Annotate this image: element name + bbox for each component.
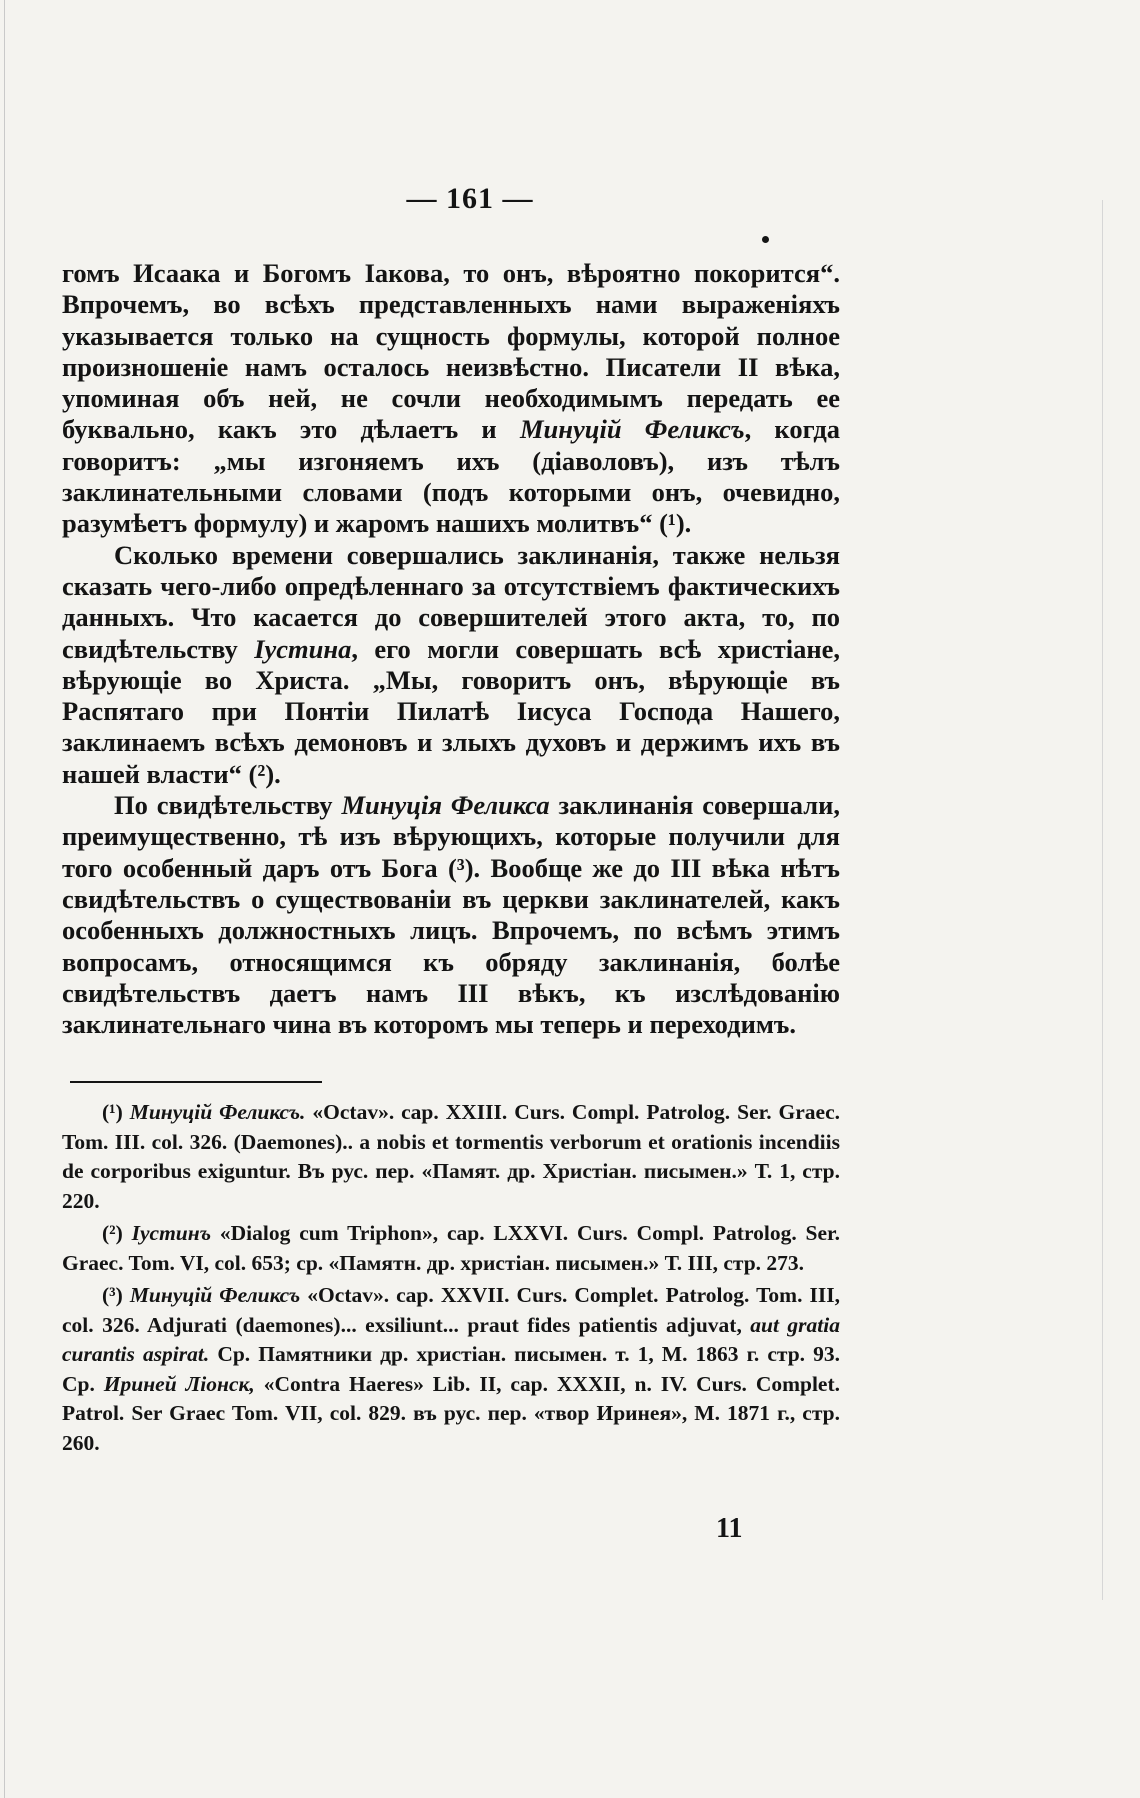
author-name-justin: Іустина bbox=[254, 633, 352, 664]
paragraph-3 bbox=[62, 790, 840, 1040]
main-text bbox=[62, 258, 840, 1040]
footnote-3-latin: aut gratia curantis aspirat. bbox=[62, 1312, 840, 1366]
scan-left-edge bbox=[4, 0, 5, 1798]
footnote-1-author: Минуцій Феликсъ. bbox=[129, 1100, 306, 1124]
footnote-2 bbox=[62, 1219, 840, 1278]
footnote-1-text: «Octav». cap. XXIII. Curs. Compl. Patrolog. Ser. Graec. Tom. III. col. 326. (Daemones).. a nobis et tormentis verborum et orationis incendiis de corporibus exiguntur. Въ рус. пер. «Памят. др. Христіан. писымен.» Т. 1, стр. 220. bbox=[62, 1100, 840, 1213]
footnote-rule bbox=[70, 1081, 322, 1083]
footnote-2-author: Іустинъ bbox=[131, 1221, 212, 1245]
author-name-minucius-gen: Минуція Феликса bbox=[341, 790, 550, 821]
paragraph-2-tail: , его могли совершать всѣ христіане, вѣрующіе во Христа. „Мы, говоритъ онъ, вѣрующіе въ Распятаго при Понтіи Пилатѣ Іисуса Господа Нашего, заклинаемъ всѣхъ демоновъ и злыхъ духовъ и держимъ ихъ въ нашей власти“ (²). bbox=[62, 633, 840, 789]
paragraph-2-text: Сколько времени совершались заклинанія, также нельзя сказать чего-либо опредѣленнаго за отсутствіемъ фактическихъ данныхъ. Что касается до совершителей этого акта, то, по свидѣтельству bbox=[62, 539, 840, 664]
footnote-2-mark: (²) bbox=[102, 1221, 123, 1245]
paragraph-1-tail: , когда говоритъ: „мы изгоняемъ ихъ (діаволовъ), изъ тѣлъ заклинательными словами (подъ которыми онъ, очевидно, разумѣетъ формулу) и жаромъ нашихъ молитвъ“ (¹). bbox=[62, 414, 840, 539]
footnote-3 bbox=[62, 1281, 840, 1458]
footnote-3-author-2: Ириней Ліонск, bbox=[103, 1371, 255, 1396]
footnotes bbox=[62, 1098, 840, 1461]
footnote-3-author: Минуцій Феликсъ bbox=[129, 1283, 301, 1307]
footnote-1 bbox=[62, 1098, 840, 1216]
paragraph-2 bbox=[62, 540, 840, 790]
signature-mark: 11 bbox=[716, 1513, 743, 1544]
footnote-3-mark: (³) bbox=[102, 1283, 123, 1307]
author-name-minucius: Минуцій Феликсъ bbox=[519, 414, 745, 445]
scan-right-edge bbox=[1102, 200, 1103, 1600]
footnote-3-text-c: «Contra Haeres» Lib. II, cap. XXXII, n. IV. Curs. Complet. Patrol. Ser Graec Tom. VII, col. 829. въ рус. пер. «твор Иринея», М. 1871 г., стр. 260. bbox=[62, 1371, 841, 1455]
paragraph-3-tail: заклинанія совершали, преимущественно, тѣ изъ вѣрующихъ, которые получили для того особенный даръ отъ Бога (³). Вообще же до III вѣка нѣтъ свидѣтельствъ о существованіи въ церкви заклинателей, какъ особенныхъ должностныхъ лицъ. Впрочемъ, по всѣмъ этимъ вопросамъ, относящимся къ обряду заклинанія, болѣе свидѣтельствъ даетъ намъ III вѣкъ, къ изслѣдованію заклинательнаго чина въ которомъ мы теперь и переходимъ. bbox=[62, 790, 841, 1040]
paragraph-3-text: По свидѣтельству bbox=[114, 790, 333, 821]
page-number: — 161 — bbox=[406, 182, 534, 215]
footnote-3-text-a: «Octav». cap. XXVII. Curs. Complet. Patrolog. Tom. III, col. 326. Adjurati (daemones)... exsiliunt... praut fides patientis adjuvat, bbox=[62, 1283, 840, 1337]
footnote-2-text: «Dialog cum Triphon», cap. LXXVI. Curs. Compl. Patrolog. Ser. Graec. Tom. VI, col. 653; ср. «Памятн. др. христіан. писымен.» Т. III, стр. 273. bbox=[62, 1221, 841, 1275]
ink-dot bbox=[762, 236, 769, 243]
footnote-1-mark: (¹) bbox=[102, 1100, 123, 1124]
paragraph-1 bbox=[62, 258, 840, 540]
footnote-3-text-b: Ср. Памятники др. христіан. писымен. т. 1, М. 1863 г. стр. 93. Ср. bbox=[62, 1342, 840, 1396]
paragraph-1-text: гомъ Исаака и Богомъ Іакова, то онъ, вѣроятно покорится“. Впрочемъ, во всѣхъ представленныхъ нами выраженіяхъ указывается только на сущность формулы, которой полное произношеніе намъ осталось неизвѣстно. Писатели II вѣка, упоминая объ ней, не сочли необходимымъ передать ее буквально, какъ это дѣлаетъ и bbox=[62, 258, 840, 445]
